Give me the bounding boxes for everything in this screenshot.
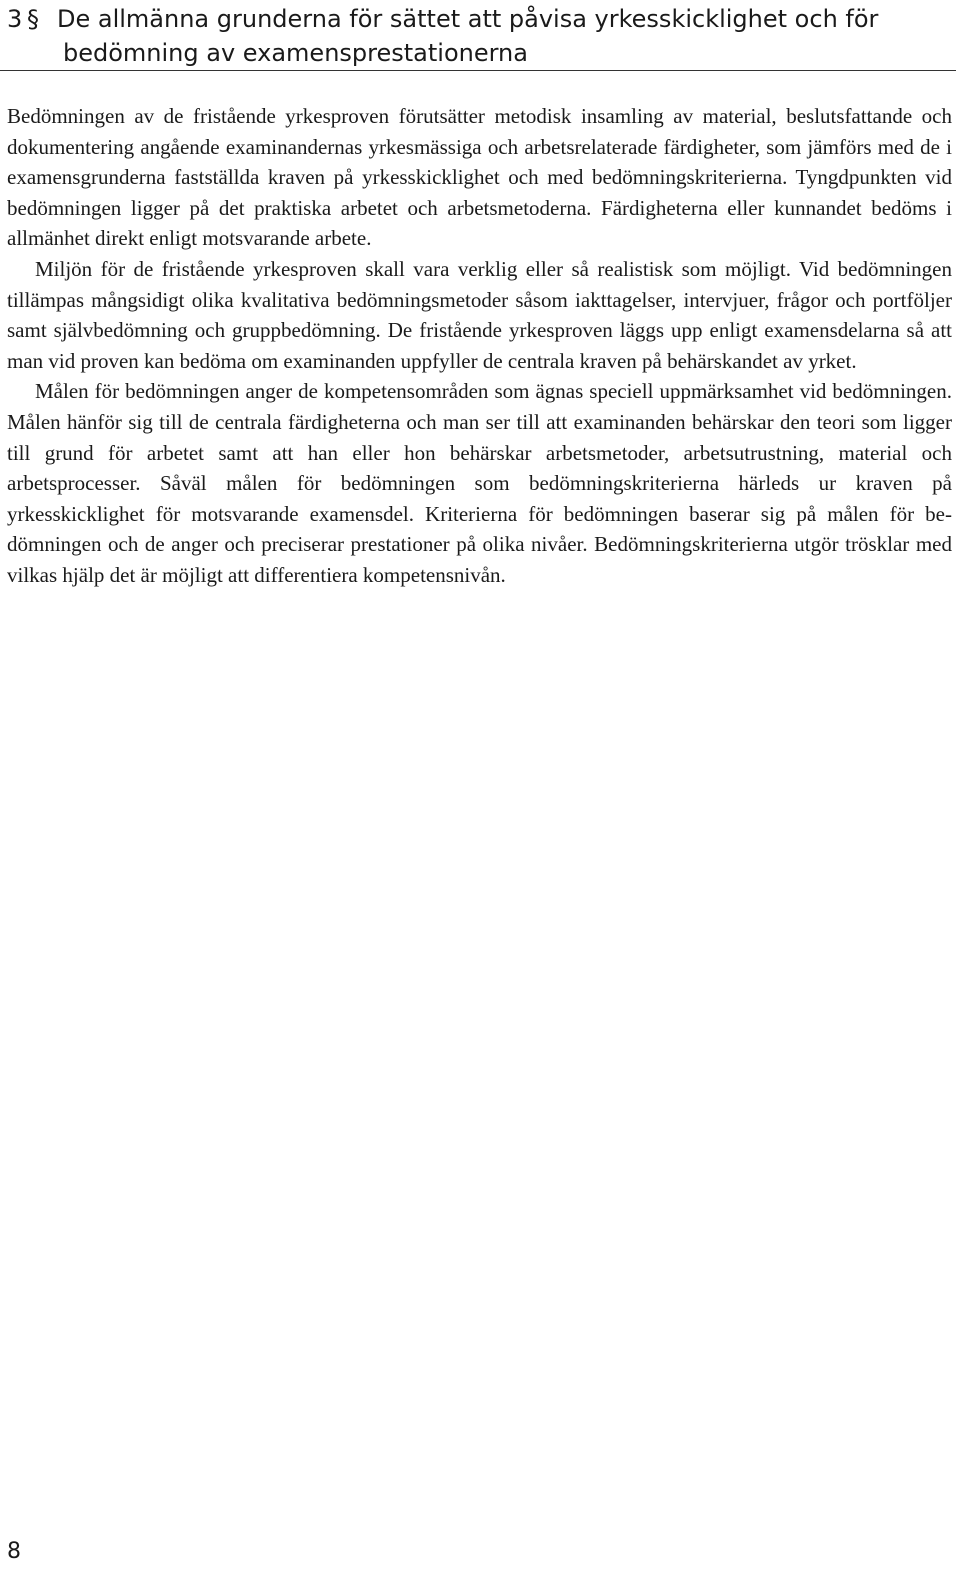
- section-title-line-2: bedömning av examensprestationerna: [63, 39, 528, 67]
- paragraph-3: Målen för bedömningen anger de kompetensområden som ägnas speciell uppmärksamhet vid bedömningen. Målen hänför sig till de centrala färdigheterna och man ser till att examinanden behärskar den teori som ligger till grund för arbetet samt att han eller hon behärskar arbetsmetoder, arbetsutrustning, material och arbetsprocesser. Såväl målen för bedömningen som bedömningskriterierna härleds ur kraven på yrkesskicklighet för motsvarande examensdel. Kriterierna för bedömningen baserar sig på målen för bedömningen och de anger och preciserar prestationer på olika nivåer. Bedömningskriterierna utgör trösklar med vilkas hjälp det är möjligt att differentiera kompetensnivån.: [7, 379, 952, 587]
- paragraph-1: Bedömningen av de fristående yrkesproven förutsätter metodisk insamling av material, beslutsfattande och dokumentering angående examinandernas yrkesmässiga och arbetsrelaterade färdigheter, som jämförs med de i examensgrunderna fastställda kraven på yrkesskicklighet och med bedömningskriterierna. Tyngdpunkten vid bedömningen ligger på det praktiska arbetet och arbetsmetoderna. Färdigheterna eller kunnandet bedöms i allmänhet direkt enligt motsvarande arbete.: [7, 104, 952, 251]
- heading-divider: [0, 70, 956, 71]
- section-heading: [7, 2, 952, 70]
- paragraph-2: Miljön för de fristående yrkesproven skall vara verklig eller så realistisk som möjligt. Vid bedömningen tillämpas mångsidigt olika kvalitativa bedömningsmetoder såsom iakttagelser, intervjuer, frågor och portföljer samt självbedömning och gruppbedömning. De fristående yrkesproven läggs upp enligt examensdelarna så att man vid proven kan bedöma om examinanden uppfyller de centrala kraven på behärskandet av yrket.: [7, 256, 952, 373]
- heading-line-1: [7, 2, 952, 36]
- body-text: [7, 101, 952, 591]
- section-number: 3: [7, 5, 23, 33]
- section-title-line-1: De allmänna grunderna för sättet att påvisa yrkesskicklighet och för: [57, 5, 879, 33]
- section-symbol: §: [27, 5, 39, 33]
- page-number: 8: [7, 1539, 21, 1564]
